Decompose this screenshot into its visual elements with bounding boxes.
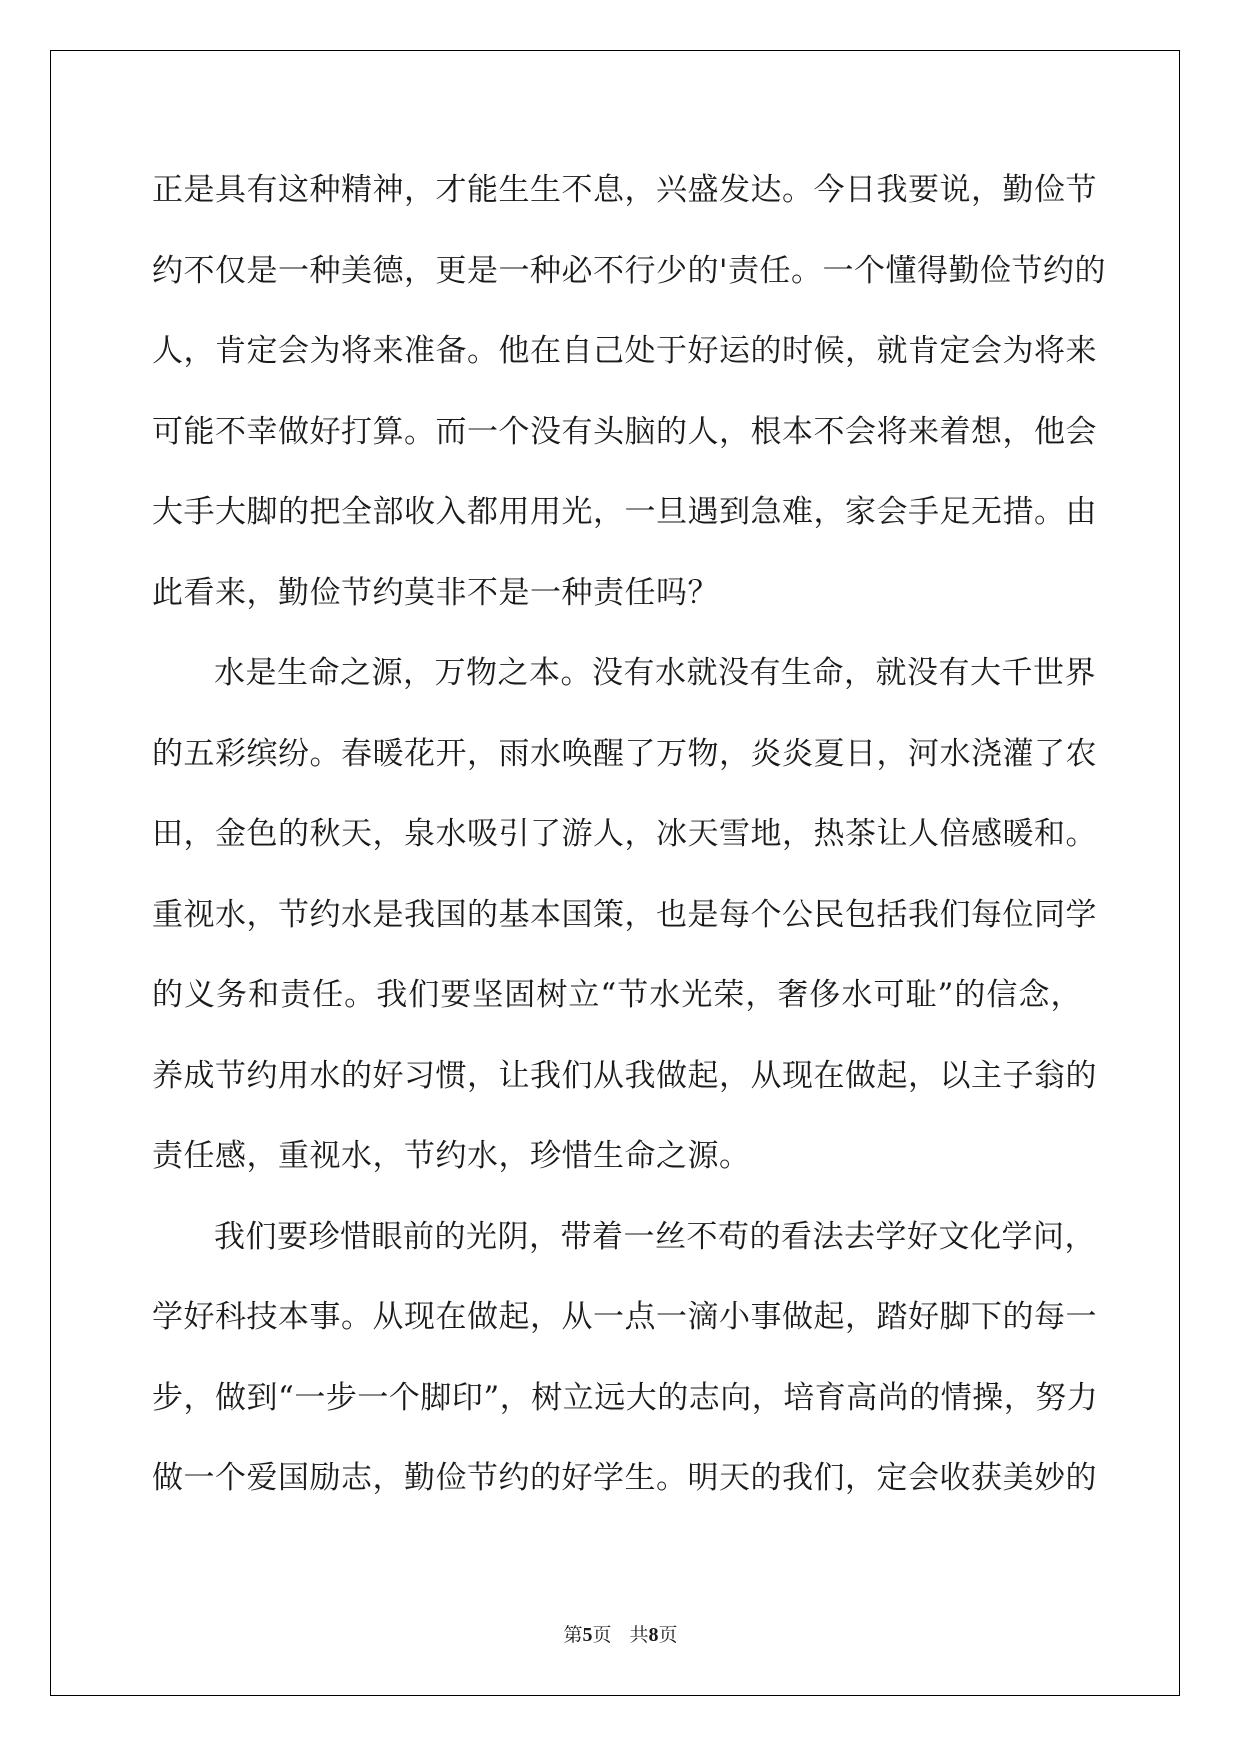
text-line: 做一个爱国励志，勤俭节约的好学生。明天的我们，定会收获美妙的 bbox=[152, 1460, 1097, 1496]
text-line: 水是生命之源，万物之本。没有水就没有生命，就没有大千世界 bbox=[214, 655, 1096, 691]
text-line: 正是具有这种精神，才能生生不息，兴盛发达。今日我要说，勤俭节 bbox=[152, 172, 1097, 208]
footer-prefix: 第 bbox=[563, 1624, 583, 1646]
text-line: 的义务和责任。我们要坚固树立“节水光荣，奢侈水可耻”的信念， bbox=[152, 977, 1082, 1013]
footer-total-prefix: 共 bbox=[629, 1624, 649, 1646]
page-footer bbox=[0, 1620, 1241, 1647]
footer-page-word: 页 bbox=[592, 1624, 612, 1646]
document-body bbox=[152, 158, 1107, 1527]
text-line: 责任感，重视水，节约水，珍惜生命之源。 bbox=[152, 1138, 751, 1174]
text-line: 人，肯定会为将来准备。他在自己处于好运的时候，就肯定会为将来 bbox=[152, 333, 1097, 369]
footer-total-suffix: 页 bbox=[658, 1624, 678, 1646]
text-line: 田，金色的秋天，泉水吸引了游人，冰天雪地，热茶让人倍感暖和。 bbox=[152, 816, 1097, 852]
text-line: 重视水，节约水是我国的基本国策，也是每个公民包括我们每位同学 bbox=[152, 896, 1097, 933]
text-line: 的五彩缤纷。春暖花开，雨水唤醒了万物，炎炎夏日，河水浇灌了农 bbox=[152, 735, 1097, 772]
text-line: 步，做到“一步一个脚印”，树立远大的志向，培育高尚的情操，努力 bbox=[152, 1379, 1099, 1416]
text-line: 约不仅是一种美德，更是一种必不行少的'责任。一个懂得勤俭节约的 bbox=[152, 252, 1107, 289]
text-line: 我们要珍惜眼前的光阴，带着一丝不苟的看法去学好文化学问， bbox=[214, 1218, 1096, 1255]
text-line: 学好科技本事。从现在做起，从一点一滴小事做起，踏好脚下的每一 bbox=[152, 1299, 1097, 1335]
text-line: 养成节约用水的好习惯，让我们从我做起，从现在做起，以主子翁的 bbox=[152, 1057, 1097, 1094]
text-line: 可能不幸做好打算。而一个没有头脑的人，根本不会将来着想，他会 bbox=[152, 413, 1097, 450]
text-line: 大手大脚的把全部收入都用用光，一旦遇到急难，家会手足无措。由 bbox=[152, 494, 1097, 530]
text-line: 此看来，勤俭节约莫非不是一种责任吗？ bbox=[152, 574, 719, 611]
total-page-number: 8 bbox=[648, 1624, 659, 1646]
current-page-number: 5 bbox=[582, 1624, 593, 1646]
